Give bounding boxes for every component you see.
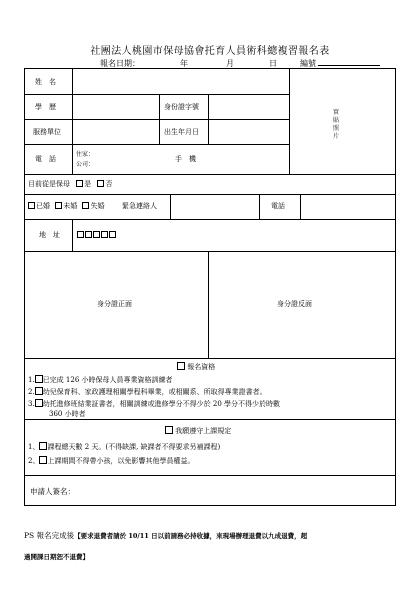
- id-number-label: 身份證字號: [164, 103, 199, 111]
- date-label: 報名日期：: [100, 59, 140, 68]
- signature-input[interactable]: [85, 479, 385, 503]
- home-phone-label: 住家：: [76, 151, 95, 158]
- qualification-1-checkbox[interactable]: [35, 375, 43, 383]
- month-label: 月: [226, 59, 234, 68]
- refund-note-bold: 【要求退費者請於 10/11 日以前請務必持收據，來現場辦理退費以九成退費，超: [74, 532, 308, 540]
- qualification-item: 1. 已完成 126 小時保母人員專業資格訓練者: [28, 376, 173, 384]
- qualification-item: 2. 幼兒保育科、家政護理相關學程科畢業，或相關系、所取得專業證書者。: [28, 388, 267, 396]
- emergency-contact-label: 緊急連絡人: [122, 202, 157, 210]
- id-number-input[interactable]: [209, 95, 288, 118]
- rules-checkbox[interactable]: [165, 426, 173, 434]
- qualifications-heading: 報名資格: [177, 362, 215, 372]
- phone-label: 電 話: [35, 155, 56, 163]
- photo-label: 實貼照片: [332, 109, 339, 140]
- signature-label: 申請人簽名：: [30, 487, 75, 496]
- birthdate-input[interactable]: [209, 120, 288, 143]
- serial-label: 編號: [300, 59, 316, 68]
- qualification-2-checkbox[interactable]: [35, 387, 43, 395]
- company-phone-label: 公司：: [76, 161, 95, 168]
- emergency-contact-input[interactable]: [171, 195, 258, 218]
- refund-note: [24, 530, 307, 541]
- refund-note-line2: 過開課日期恕不退費】: [24, 553, 89, 561]
- qualification-3-checkbox[interactable]: [35, 399, 43, 407]
- qualification-item: 3. 幼托進修班結業証書者，相關訓練或進修學分不得少於 20 學分不得少於時數: [28, 400, 281, 408]
- education-input[interactable]: [73, 95, 158, 118]
- rules-heading: 我願遵守上課規定: [165, 426, 231, 436]
- rule-item: 1、 課程總天數 2 天。(不得缺課, 缺課者不得要求另補課程): [28, 443, 221, 451]
- contact-phone-input[interactable]: [301, 195, 395, 218]
- address-input[interactable]: [125, 220, 395, 250]
- unmarried-checkbox[interactable]: [55, 202, 62, 209]
- qualification-item-continued: 360 小時者: [49, 410, 86, 418]
- mobile-label: 手 機: [175, 155, 196, 163]
- birthdate-label: 出生年月日: [164, 128, 199, 136]
- name-label: 姓 名: [35, 78, 56, 86]
- employer-label: 服務單位: [33, 128, 61, 136]
- postal-code-boxes[interactable]: [77, 231, 117, 240]
- employer-input[interactable]: [73, 120, 158, 143]
- qualifications-checkbox[interactable]: [177, 362, 185, 370]
- year-label: 年: [180, 59, 188, 68]
- is-nanny-row: [28, 180, 112, 189]
- id-back-label: 身分證反面: [277, 300, 312, 308]
- photo-slot[interactable]: [290, 70, 395, 173]
- form-title: 社團法人桃園市保母協會托育人員術科總複習報名表: [90, 46, 330, 57]
- widowed-checkbox[interactable]: [82, 202, 89, 209]
- no-label: 否: [105, 180, 113, 188]
- marital-row: [28, 202, 104, 211]
- rule-item: 2、 上課期間不得帶小孩，以免影響其他學員權益。: [28, 457, 195, 465]
- married-checkbox[interactable]: [28, 202, 35, 209]
- refund-note-prefix: PS 報名完成後: [24, 531, 75, 540]
- no-checkbox[interactable]: [97, 180, 104, 187]
- name-input[interactable]: [73, 70, 288, 93]
- contact-phone-label: 電話: [271, 202, 285, 210]
- day-label: 日: [269, 59, 277, 68]
- id-front-label: 身分證正面: [97, 300, 132, 308]
- yes-label: 是: [84, 180, 92, 188]
- yes-checkbox[interactable]: [76, 180, 83, 187]
- widowed-label: 失婚: [90, 202, 105, 210]
- education-label: 學 歷: [35, 103, 56, 111]
- address-label: 地 址: [39, 231, 60, 239]
- form-frame: [24, 68, 396, 506]
- unmarried-label: 未婚: [63, 202, 78, 210]
- married-label: 已婚: [36, 202, 50, 210]
- is-nanny-label: 目前從是保母: [28, 180, 70, 188]
